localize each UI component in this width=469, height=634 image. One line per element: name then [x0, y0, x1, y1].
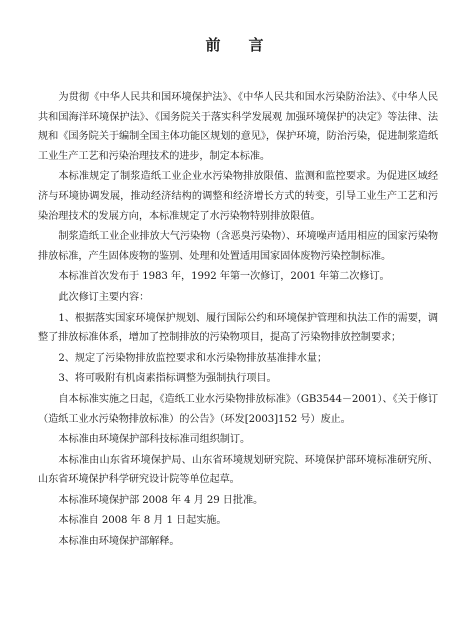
document-body: [38, 88, 438, 552]
paragraph-purpose: 为贯彻《中华人民共和国环境保护法》、《中华人民共和国水污染防治法》、《中华人民共和国海洋环境保护法》、《国务院关于落实科学发展观 加强环境保护的决定》等法律、法规和《国务院关于编制全国主体功能区规划的意见》，保护环境，防治污染，促进制浆造纸工业生产工艺和污染治理技术的进步，制定本标准。: [38, 92, 438, 162]
paragraph-applicability: 制浆造纸工业企业排放大气污染物（含恶臭污染物）、环境噪声适用相应的国家污染物排放标准，产生固体废物的鉴别、处理和处置适用国家固体废物污染控制标准。: [38, 231, 438, 262]
title-char: 前: [205, 36, 221, 54]
paragraph-repeal: 自本标准实施之日起，《造纸工业水污染物排放标准》（GB3544－2001）、《关于修订（造纸工业水污染物排放标准）的公告》（环发[2003]152 号）废止。: [38, 393, 438, 425]
paragraph-interpretation: 本标准由环境保护部解释。: [58, 536, 180, 548]
paragraph-history: 本标准首次发布于 1983 年，1992 年第一次修订，2001 年第二次修订。: [58, 271, 390, 283]
paragraph-approval: 本标准环境保护部 2008 年 4 月 29 日批准。: [58, 494, 264, 506]
revision-item-1: 1、根据落实国家环境保护规划、履行国际公约和环境保护管理和执法工作的需要，调整了排放标准体系，增加了控制排放的污染物项目，提高了污染物排放控制要求；: [38, 312, 439, 344]
paragraph-revision-heading: 此次修订主要内容：: [58, 291, 150, 303]
paragraph-organizer: 本标准由环境保护部科技标准司组织制订。: [58, 434, 251, 446]
paragraph-drafters: 本标准由山东省环境保护局、山东省环境规划研究院、环境保护部环境标准研究所、山东省环境保护科学研究设计院等单位起草。: [38, 454, 438, 486]
paragraph-scope: 本标准规定了制浆造纸工业企业水污染物排放限值、监测和监控要求。为促进区域经济与环境协调发展，推动经济结构的调整和经济增长方式的转变，引导工业生产工艺和污染治理技术的发展方向，本标准规定了水污染物特别排放限值。: [38, 171, 438, 222]
title-char: 言: [248, 36, 264, 54]
revision-item-2: 2、规定了污染物排放监控要求和水污染物排放基准排水量；: [58, 352, 328, 364]
revision-item-3: 3、将可吸附有机卤素指标调整为强制执行项目。: [58, 373, 277, 385]
paragraph-effective-date: 本标准自 2008 年 8 月 1 日起实施。: [58, 515, 227, 527]
page-title: [0, 34, 469, 55]
